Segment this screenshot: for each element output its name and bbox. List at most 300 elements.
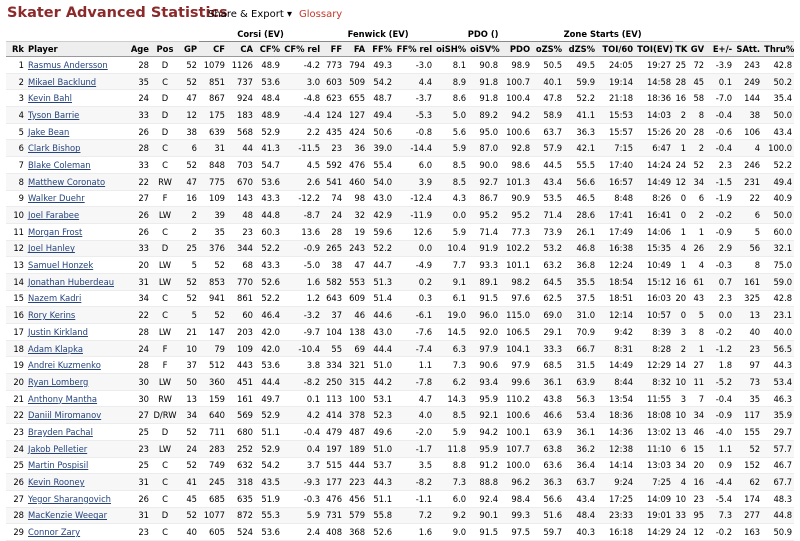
glossary-link[interactable]: Glossary bbox=[299, 9, 343, 20]
column-header[interactable]: Pos bbox=[151, 42, 179, 57]
table-cell: 43.4 bbox=[564, 490, 597, 507]
player-link[interactable]: Jonathan Huberdeau bbox=[26, 273, 126, 290]
table-cell: 14:29 bbox=[635, 524, 673, 541]
player-link[interactable]: Jake Bean bbox=[26, 123, 126, 140]
table-cell: 8.5 bbox=[434, 157, 468, 174]
table-cell: 113 bbox=[322, 390, 344, 407]
table-cell: -7.6 bbox=[394, 324, 434, 341]
table-cell: 2 bbox=[673, 340, 688, 357]
table-cell: 19 bbox=[344, 223, 367, 240]
table-cell: 101.1 bbox=[500, 257, 532, 274]
column-header[interactable]: Thru% bbox=[762, 42, 794, 57]
table-cell: 44 bbox=[227, 140, 255, 157]
table-cell: -4.9 bbox=[394, 257, 434, 274]
column-header[interactable]: FF% bbox=[367, 42, 394, 57]
table-cell: 97.6 bbox=[500, 290, 532, 307]
table-cell: 53.7 bbox=[367, 457, 394, 474]
column-header[interactable]: oiSH% bbox=[434, 42, 468, 57]
table-cell: 0.0 bbox=[706, 307, 734, 324]
table-cell: 37 bbox=[179, 357, 199, 374]
player-link[interactable]: Rasmus Andersson bbox=[26, 57, 126, 74]
table-cell: 95.2 bbox=[500, 207, 532, 224]
table-cell: 775 bbox=[199, 173, 227, 190]
table-cell: 63.9 bbox=[532, 424, 564, 441]
table-cell: -0.2 bbox=[706, 207, 734, 224]
table-cell: 35 bbox=[199, 223, 227, 240]
table-cell: 63.9 bbox=[564, 374, 597, 391]
table-cell: 8.1 bbox=[434, 57, 468, 74]
table-cell: 49.4 bbox=[367, 107, 394, 124]
table-cell: 62 bbox=[734, 474, 762, 491]
table-cell: 408 bbox=[322, 524, 344, 541]
table-cell: 102.2 bbox=[500, 240, 532, 257]
table-cell: D bbox=[151, 123, 179, 140]
table-cell: 86.7 bbox=[468, 190, 500, 207]
table-cell: 2.2 bbox=[282, 123, 322, 140]
table-cell: -8.2 bbox=[394, 474, 434, 491]
table-cell: 924 bbox=[227, 90, 255, 107]
table-cell: 39.0 bbox=[367, 140, 394, 157]
table-cell: 15 bbox=[688, 440, 706, 457]
table-cell: 10 bbox=[179, 340, 199, 357]
table-cell: 435 bbox=[322, 123, 344, 140]
table-cell: 13.6 bbox=[282, 223, 322, 240]
player-link[interactable]: Rory Kerins bbox=[26, 307, 126, 324]
table-cell: 92.0 bbox=[468, 324, 500, 341]
table-cell: 34 bbox=[673, 457, 688, 474]
table-row bbox=[6, 240, 794, 257]
column-header[interactable]: E+/- bbox=[706, 42, 734, 57]
table-cell: 42.8 bbox=[762, 290, 794, 307]
table-cell: 28 bbox=[126, 357, 151, 374]
table-cell: 63.7 bbox=[532, 123, 564, 140]
player-link[interactable]: Martin Pospisil bbox=[26, 457, 126, 474]
table-cell: F bbox=[151, 190, 179, 207]
table-row bbox=[6, 90, 794, 107]
table-row bbox=[6, 257, 794, 274]
table-cell: 16 bbox=[179, 190, 199, 207]
table-cell: 99.6 bbox=[500, 374, 532, 391]
table-cell: 31 bbox=[199, 140, 227, 157]
table-cell: 46.8 bbox=[564, 240, 597, 257]
table-cell: 40.0 bbox=[762, 324, 794, 341]
table-cell: 424 bbox=[344, 123, 367, 140]
table-cell: 17:49 bbox=[597, 223, 635, 240]
table-cell: 0 bbox=[673, 190, 688, 207]
table-cell: 941 bbox=[199, 290, 227, 307]
table-cell: LW bbox=[151, 324, 179, 341]
table-cell: 22 bbox=[734, 190, 762, 207]
table-cell: 52.9 bbox=[255, 123, 282, 140]
table-cell: 12 bbox=[673, 173, 688, 190]
table-cell: 48.9 bbox=[255, 57, 282, 74]
table-cell: 680 bbox=[227, 424, 255, 441]
table-cell: 223 bbox=[344, 474, 367, 491]
table-cell: 57.9 bbox=[532, 140, 564, 157]
table-cell: 36.4 bbox=[564, 457, 597, 474]
table-cell: 90.0 bbox=[468, 157, 500, 174]
player-link[interactable]: Yegor Sharangovich bbox=[26, 490, 126, 507]
table-cell: 55.3 bbox=[255, 507, 282, 524]
table-cell: 26.1 bbox=[564, 223, 597, 240]
column-header[interactable]: FF% rel bbox=[394, 42, 434, 57]
table-cell: 3 bbox=[6, 90, 26, 107]
table-cell: 38 bbox=[734, 107, 762, 124]
group-zone-starts: Zone Starts (EV) bbox=[532, 27, 673, 42]
table-cell: 9.2 bbox=[434, 507, 468, 524]
table-cell: 15:26 bbox=[635, 123, 673, 140]
table-cell: 2 bbox=[179, 223, 199, 240]
table-cell: 71.4 bbox=[468, 223, 500, 240]
table-cell: 246 bbox=[734, 157, 762, 174]
table-cell: 94.2 bbox=[500, 107, 532, 124]
table-cell: 92.7 bbox=[468, 173, 500, 190]
table-cell: -2.0 bbox=[394, 424, 434, 441]
player-link[interactable]: Connor Zary bbox=[26, 524, 126, 541]
table-cell: 97.5 bbox=[500, 524, 532, 541]
table-cell: 5 bbox=[688, 307, 706, 324]
table-cell: -4.0 bbox=[706, 424, 734, 441]
table-cell: 11:55 bbox=[635, 390, 673, 407]
table-cell: 189 bbox=[344, 440, 367, 457]
table-cell: 2 bbox=[673, 107, 688, 124]
table-row bbox=[6, 490, 794, 507]
table-cell: 16:18 bbox=[597, 524, 635, 541]
table-cell: 197 bbox=[322, 440, 344, 457]
table-cell: C bbox=[151, 474, 179, 491]
column-header[interactable]: TK bbox=[673, 42, 688, 57]
table-cell: 75.0 bbox=[762, 257, 794, 274]
table-cell: 24 bbox=[6, 440, 26, 457]
table-cell: 89.2 bbox=[468, 107, 500, 124]
table-cell: 144 bbox=[734, 90, 762, 107]
table-cell: 50.5 bbox=[532, 57, 564, 74]
table-cell: 24 bbox=[673, 157, 688, 174]
table-cell: 14:09 bbox=[635, 490, 673, 507]
table-cell: 6.0 bbox=[434, 490, 468, 507]
table-cell: 512 bbox=[199, 357, 227, 374]
column-header[interactable]: GV bbox=[688, 42, 706, 57]
table-cell: 58.9 bbox=[532, 107, 564, 124]
player-link[interactable]: Walker Duehr bbox=[26, 190, 126, 207]
table-cell: C bbox=[151, 73, 179, 90]
table-cell: 91.5 bbox=[468, 290, 500, 307]
table-cell: -14.4 bbox=[394, 140, 434, 157]
table-cell: 51.1 bbox=[255, 424, 282, 441]
table-cell: 48.4 bbox=[564, 507, 597, 524]
table-cell: 54.2 bbox=[367, 73, 394, 90]
table-cell: 55.4 bbox=[367, 157, 394, 174]
column-header[interactable]: TOI(EV) bbox=[635, 42, 673, 57]
table-cell: 44.3 bbox=[762, 357, 794, 374]
table-cell: 25 bbox=[126, 424, 151, 441]
table-cell: D bbox=[151, 507, 179, 524]
group-corsi: Corsi (EV) bbox=[199, 27, 322, 42]
table-cell: 541 bbox=[322, 173, 344, 190]
table-cell: 5.9 bbox=[282, 507, 322, 524]
table-cell: RW bbox=[151, 390, 179, 407]
table-cell: 59.9 bbox=[564, 73, 597, 90]
table-cell: 33 bbox=[673, 507, 688, 524]
table-cell: 40.9 bbox=[762, 190, 794, 207]
table-cell: 44.2 bbox=[367, 374, 394, 391]
table-cell: 318 bbox=[227, 474, 255, 491]
table-cell: 44.8 bbox=[762, 507, 794, 524]
table-cell: 5 bbox=[6, 123, 26, 140]
table-cell: 91.8 bbox=[468, 73, 500, 90]
table-cell: 444 bbox=[344, 457, 367, 474]
table-cell: -0.6 bbox=[706, 123, 734, 140]
table-cell: 479 bbox=[322, 424, 344, 441]
table-cell: 53.6 bbox=[255, 173, 282, 190]
table-cell: 26 bbox=[126, 223, 151, 240]
table-cell: 1.1 bbox=[706, 440, 734, 457]
table-cell: 4.3 bbox=[434, 190, 468, 207]
column-header[interactable]: GP bbox=[179, 42, 199, 57]
table-cell: 18:08 bbox=[635, 407, 673, 424]
table-cell: LW bbox=[151, 440, 179, 457]
column-header[interactable]: CF bbox=[199, 42, 227, 57]
table-cell: 52.3 bbox=[367, 407, 394, 424]
table-cell: 52 bbox=[179, 290, 199, 307]
column-header[interactable]: CF% bbox=[255, 42, 282, 57]
table-cell: 46.7 bbox=[762, 457, 794, 474]
table-cell: 79 bbox=[199, 340, 227, 357]
table-cell: 872 bbox=[227, 507, 255, 524]
table-cell: 91.2 bbox=[468, 457, 500, 474]
column-header[interactable]: FF bbox=[322, 42, 344, 57]
table-cell: 52 bbox=[179, 424, 199, 441]
table-cell: 4.0 bbox=[394, 407, 434, 424]
column-header[interactable]: SAtt. bbox=[734, 42, 762, 57]
table-cell: 68.5 bbox=[532, 357, 564, 374]
column-header[interactable]: CF% rel bbox=[282, 42, 322, 57]
player-link[interactable]: Nazem Kadri bbox=[26, 290, 126, 307]
table-cell: 44.6 bbox=[367, 307, 394, 324]
player-link[interactable]: Blake Coleman bbox=[26, 157, 126, 174]
table-cell: 42.0 bbox=[255, 340, 282, 357]
column-header[interactable]: oiSV% bbox=[468, 42, 500, 57]
column-header[interactable]: TOI/60 bbox=[597, 42, 635, 57]
table-cell: 147 bbox=[199, 324, 227, 341]
table-cell: 43.8 bbox=[532, 390, 564, 407]
table-cell: 17:41 bbox=[597, 207, 635, 224]
table-row bbox=[6, 173, 794, 190]
player-link[interactable]: Adam Klapka bbox=[26, 340, 126, 357]
player-link[interactable]: Tyson Barrie bbox=[26, 107, 126, 124]
player-link[interactable]: Andrei Kuzmenko bbox=[26, 357, 126, 374]
table-cell: 47.8 bbox=[532, 90, 564, 107]
table-cell: 42.9 bbox=[367, 207, 394, 224]
player-link[interactable]: Kevin Bahl bbox=[26, 90, 126, 107]
table-cell: LW bbox=[151, 207, 179, 224]
table-cell: 175 bbox=[199, 107, 227, 124]
table-cell: 36.3 bbox=[564, 123, 597, 140]
table-cell: 117 bbox=[734, 407, 762, 424]
table-cell: 6.2 bbox=[434, 374, 468, 391]
table-cell: 48.7 bbox=[367, 90, 394, 107]
table-cell: 40 bbox=[734, 324, 762, 341]
column-header[interactable]: Age bbox=[126, 42, 151, 57]
player-link[interactable]: Mikael Backlund bbox=[26, 73, 126, 90]
table-cell: -0.9 bbox=[282, 240, 322, 257]
table-cell: 40 bbox=[179, 524, 199, 541]
table-cell: 0.1 bbox=[282, 390, 322, 407]
table-cell: 12:14 bbox=[597, 307, 635, 324]
player-link[interactable]: Jakob Pelletier bbox=[26, 440, 126, 457]
player-link[interactable]: Daniil Miromanov bbox=[26, 407, 126, 424]
table-row bbox=[6, 157, 794, 174]
player-link[interactable]: Morgan Frost bbox=[26, 223, 126, 240]
table-cell: 5.0 bbox=[434, 107, 468, 124]
table-cell: 10 bbox=[673, 374, 688, 391]
player-link[interactable]: Joel Hanley bbox=[26, 240, 126, 257]
table-cell: 51.6 bbox=[532, 507, 564, 524]
table-cell: 605 bbox=[199, 524, 227, 541]
table-cell: 4.7 bbox=[394, 390, 434, 407]
player-link[interactable]: Kevin Rooney bbox=[26, 474, 126, 491]
share-export-menu[interactable] bbox=[208, 9, 292, 20]
table-cell: 45 bbox=[688, 73, 706, 90]
table-cell: 1126 bbox=[227, 57, 255, 74]
table-cell: 60.3 bbox=[255, 223, 282, 240]
column-header[interactable]: PDO bbox=[500, 42, 532, 57]
table-cell: 10 bbox=[6, 207, 26, 224]
table-cell: 19:14 bbox=[597, 73, 635, 90]
table-cell: 29.7 bbox=[762, 424, 794, 441]
table-cell: 40.1 bbox=[532, 73, 564, 90]
player-link[interactable]: Joel Farabee bbox=[26, 207, 126, 224]
table-cell: 6 bbox=[734, 207, 762, 224]
table-cell: 35.5 bbox=[564, 273, 597, 290]
table-cell: 44.3 bbox=[367, 474, 394, 491]
table-cell: 51.3 bbox=[367, 273, 394, 290]
table-cell: 51.9 bbox=[255, 490, 282, 507]
table-cell: 19:01 bbox=[635, 507, 673, 524]
table-cell: 2.9 bbox=[706, 240, 734, 257]
table-cell: 104.1 bbox=[500, 340, 532, 357]
table-cell: 3 bbox=[673, 390, 688, 407]
table-cell: 24 bbox=[179, 440, 199, 457]
table-cell: 52.2 bbox=[564, 90, 597, 107]
table-cell: 115.0 bbox=[500, 307, 532, 324]
player-link[interactable]: Samuel Honzek bbox=[26, 257, 126, 274]
page-title: Skater Advanced Statistics bbox=[7, 5, 228, 21]
table-cell: 100.1 bbox=[500, 424, 532, 441]
table-cell: 54.0 bbox=[367, 173, 394, 190]
table-cell: 11.8 bbox=[434, 440, 468, 457]
table-cell: 1 bbox=[673, 257, 688, 274]
table-cell: 26 bbox=[126, 207, 151, 224]
column-group-row bbox=[6, 27, 794, 42]
table-cell: 97.9 bbox=[500, 357, 532, 374]
table-cell: 138 bbox=[344, 324, 367, 341]
table-row bbox=[6, 357, 794, 374]
table-cell: 25 bbox=[179, 240, 199, 257]
table-cell: 8 bbox=[688, 324, 706, 341]
player-link[interactable]: Clark Bishop bbox=[26, 140, 126, 157]
table-cell: 1.1 bbox=[394, 357, 434, 374]
player-link[interactable]: Justin Kirkland bbox=[26, 324, 126, 341]
table-cell: -3.2 bbox=[282, 307, 322, 324]
table-row bbox=[6, 457, 794, 474]
player-link[interactable]: Matthew Coronato bbox=[26, 173, 126, 190]
column-header[interactable]: dZS% bbox=[564, 42, 597, 57]
player-link[interactable]: Anthony Mantha bbox=[26, 390, 126, 407]
table-cell: 250 bbox=[322, 374, 344, 391]
group-pdo: PDO () bbox=[434, 27, 532, 42]
table-cell: 90.1 bbox=[468, 507, 500, 524]
table-cell: 52.2 bbox=[255, 240, 282, 257]
table-cell: 44.4 bbox=[255, 374, 282, 391]
column-header[interactable]: CA bbox=[227, 42, 255, 57]
table-cell: 60 bbox=[227, 307, 255, 324]
table-cell: 5 bbox=[179, 257, 199, 274]
table-cell: 18 bbox=[6, 340, 26, 357]
table-cell: 27 bbox=[6, 490, 26, 507]
table-cell: 24 bbox=[322, 207, 344, 224]
table-cell: 44.5 bbox=[532, 157, 564, 174]
table-cell: 95.9 bbox=[468, 390, 500, 407]
table-cell: 4.2 bbox=[282, 407, 322, 424]
table-cell: 161 bbox=[227, 390, 255, 407]
table-cell: 794 bbox=[344, 57, 367, 74]
table-cell: 13 bbox=[673, 424, 688, 441]
table-cell: 8.5 bbox=[434, 173, 468, 190]
table-cell: 99.3 bbox=[500, 507, 532, 524]
table-cell: 283 bbox=[199, 440, 227, 457]
player-link[interactable]: Ryan Lomberg bbox=[26, 374, 126, 391]
table-cell: 100.6 bbox=[500, 123, 532, 140]
table-cell: LW bbox=[151, 257, 179, 274]
table-row bbox=[6, 524, 794, 541]
column-header[interactable]: oZS% bbox=[532, 42, 564, 57]
table-cell: -0.8 bbox=[394, 123, 434, 140]
table-cell: -7.4 bbox=[394, 340, 434, 357]
table-cell: 5.9 bbox=[434, 424, 468, 441]
group-blank bbox=[6, 27, 199, 42]
player-link[interactable]: MacKenzie Weegar bbox=[26, 507, 126, 524]
table-cell: 553 bbox=[344, 273, 367, 290]
column-header[interactable]: Rk bbox=[6, 42, 26, 57]
player-link[interactable]: Brayden Pachal bbox=[26, 424, 126, 441]
column-header[interactable]: FA bbox=[344, 42, 367, 57]
table-cell: 8:44 bbox=[597, 374, 635, 391]
table-cell: 20 bbox=[688, 457, 706, 474]
table-cell: 52 bbox=[179, 457, 199, 474]
table-cell: 51.0 bbox=[367, 440, 394, 457]
table-cell: 51.0 bbox=[367, 357, 394, 374]
table-cell: F bbox=[151, 340, 179, 357]
table-cell: 61 bbox=[688, 273, 706, 290]
table-cell: 23.1 bbox=[762, 307, 794, 324]
table-row bbox=[6, 290, 794, 307]
table-cell: 53.2 bbox=[532, 240, 564, 257]
table-cell: 47 bbox=[344, 257, 367, 274]
table-cell: 14:06 bbox=[635, 223, 673, 240]
column-header[interactable]: Player bbox=[26, 42, 126, 57]
table-cell: 18:36 bbox=[597, 407, 635, 424]
table-cell: 26 bbox=[688, 240, 706, 257]
table-cell: -0.2 bbox=[706, 524, 734, 541]
table-cell: -10.4 bbox=[282, 340, 322, 357]
table-cell: 127 bbox=[344, 107, 367, 124]
table-cell: -4.2 bbox=[282, 57, 322, 74]
table-cell: 26 bbox=[6, 474, 26, 491]
table-cell: C bbox=[151, 223, 179, 240]
table-cell: 48 bbox=[227, 207, 255, 224]
table-cell: 90.9 bbox=[500, 190, 532, 207]
